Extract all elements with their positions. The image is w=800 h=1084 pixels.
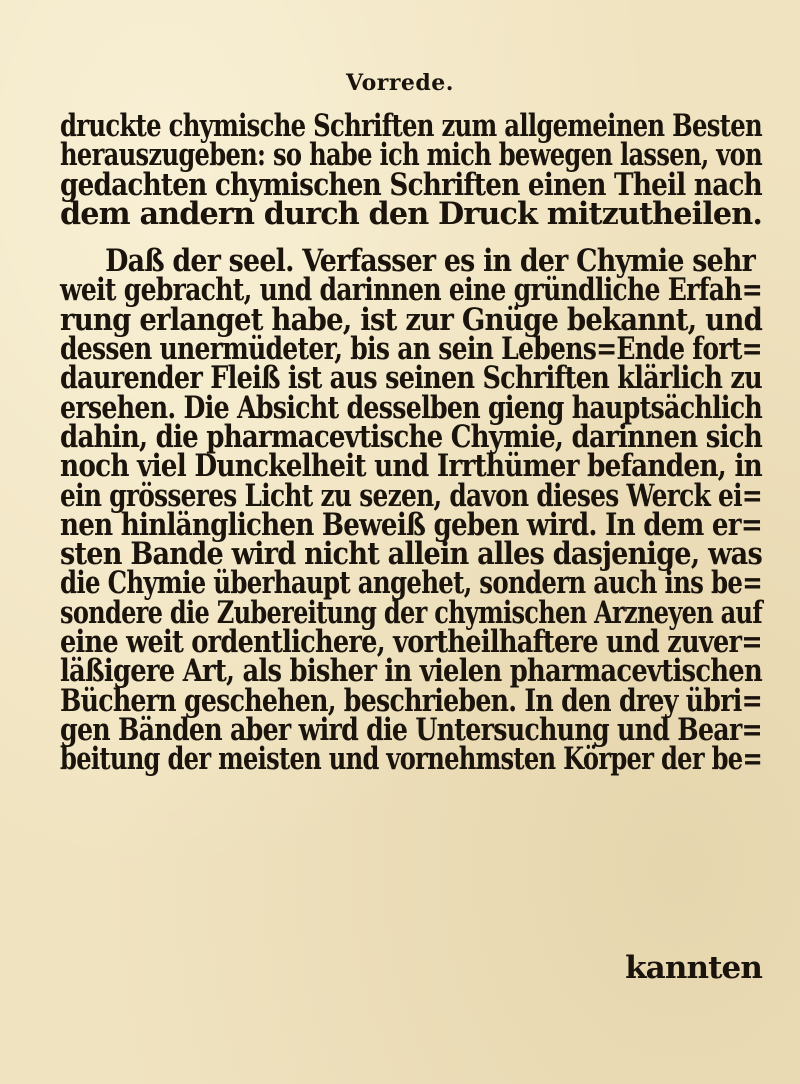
text-line: dem andern durch den Druck mitzutheilen. — [60, 195, 763, 232]
text-line: dessen unermüdeter, bis an sein Lebens=Ende fort= — [60, 331, 762, 368]
text-line: nen hinlänglichen Beweiß geben wird. In dem er= — [60, 506, 762, 543]
text-line: gen Bänden aber wird die Untersuchung und Bear= — [60, 711, 762, 748]
body-text — [60, 108, 763, 778]
page-header: Vorrede. — [346, 70, 454, 96]
text-line: beitung der meisten und vornehmsten Körper der be= — [60, 741, 763, 778]
text-line: sten Bande wird nicht allein alles dasjenige, was — [60, 536, 762, 573]
text-line: dahin, die pharmacevtische Chymie, darinnen sich — [60, 418, 763, 455]
text-line: daurender Fleiß ist aus seinen Schriften klärlich zu — [60, 360, 762, 397]
text-line: herauszugeben: so habe ich mich bewegen lassen, von — [60, 137, 762, 174]
text-line: ein grösseres Licht zu sezen, davon dieses Werck ei= — [60, 477, 762, 514]
text-line: druckte chymische Schriften zum allgemeinen Besten — [60, 108, 762, 144]
text-line: sondere die Zubereitung der chymischen Arzneyen auf — [60, 594, 762, 631]
text-line: Daß der seel. Verfasser es in der Chymie sehr — [105, 243, 756, 280]
text-line: gedachten chymischen Schriften einen Theil nach — [60, 166, 763, 203]
text-line: weit gebracht, und darinnen eine gründliche Erfah= — [60, 272, 763, 309]
text-line: rung erlanget habe, ist zur Gnüge bekannt, und — [60, 301, 763, 338]
text-line: läßigere Art, als bisher in vielen pharmacevtischen — [60, 653, 763, 690]
text-line: ersehen. Die Absicht desselben gieng hauptsächlich — [60, 389, 763, 426]
text-line: die Chymie überhaupt angehet, sondern auch ins be= — [60, 565, 763, 602]
text-line: Büchern geschehen, beschrieben. In den drey übri= — [60, 682, 763, 719]
catchword: kannten — [625, 950, 762, 986]
text-line: noch viel Dunckelheit und Irrthümer befanden, in — [60, 448, 763, 485]
text-line: eine weit ordentlichere, vortheilhaftere und zuver= — [60, 624, 763, 661]
